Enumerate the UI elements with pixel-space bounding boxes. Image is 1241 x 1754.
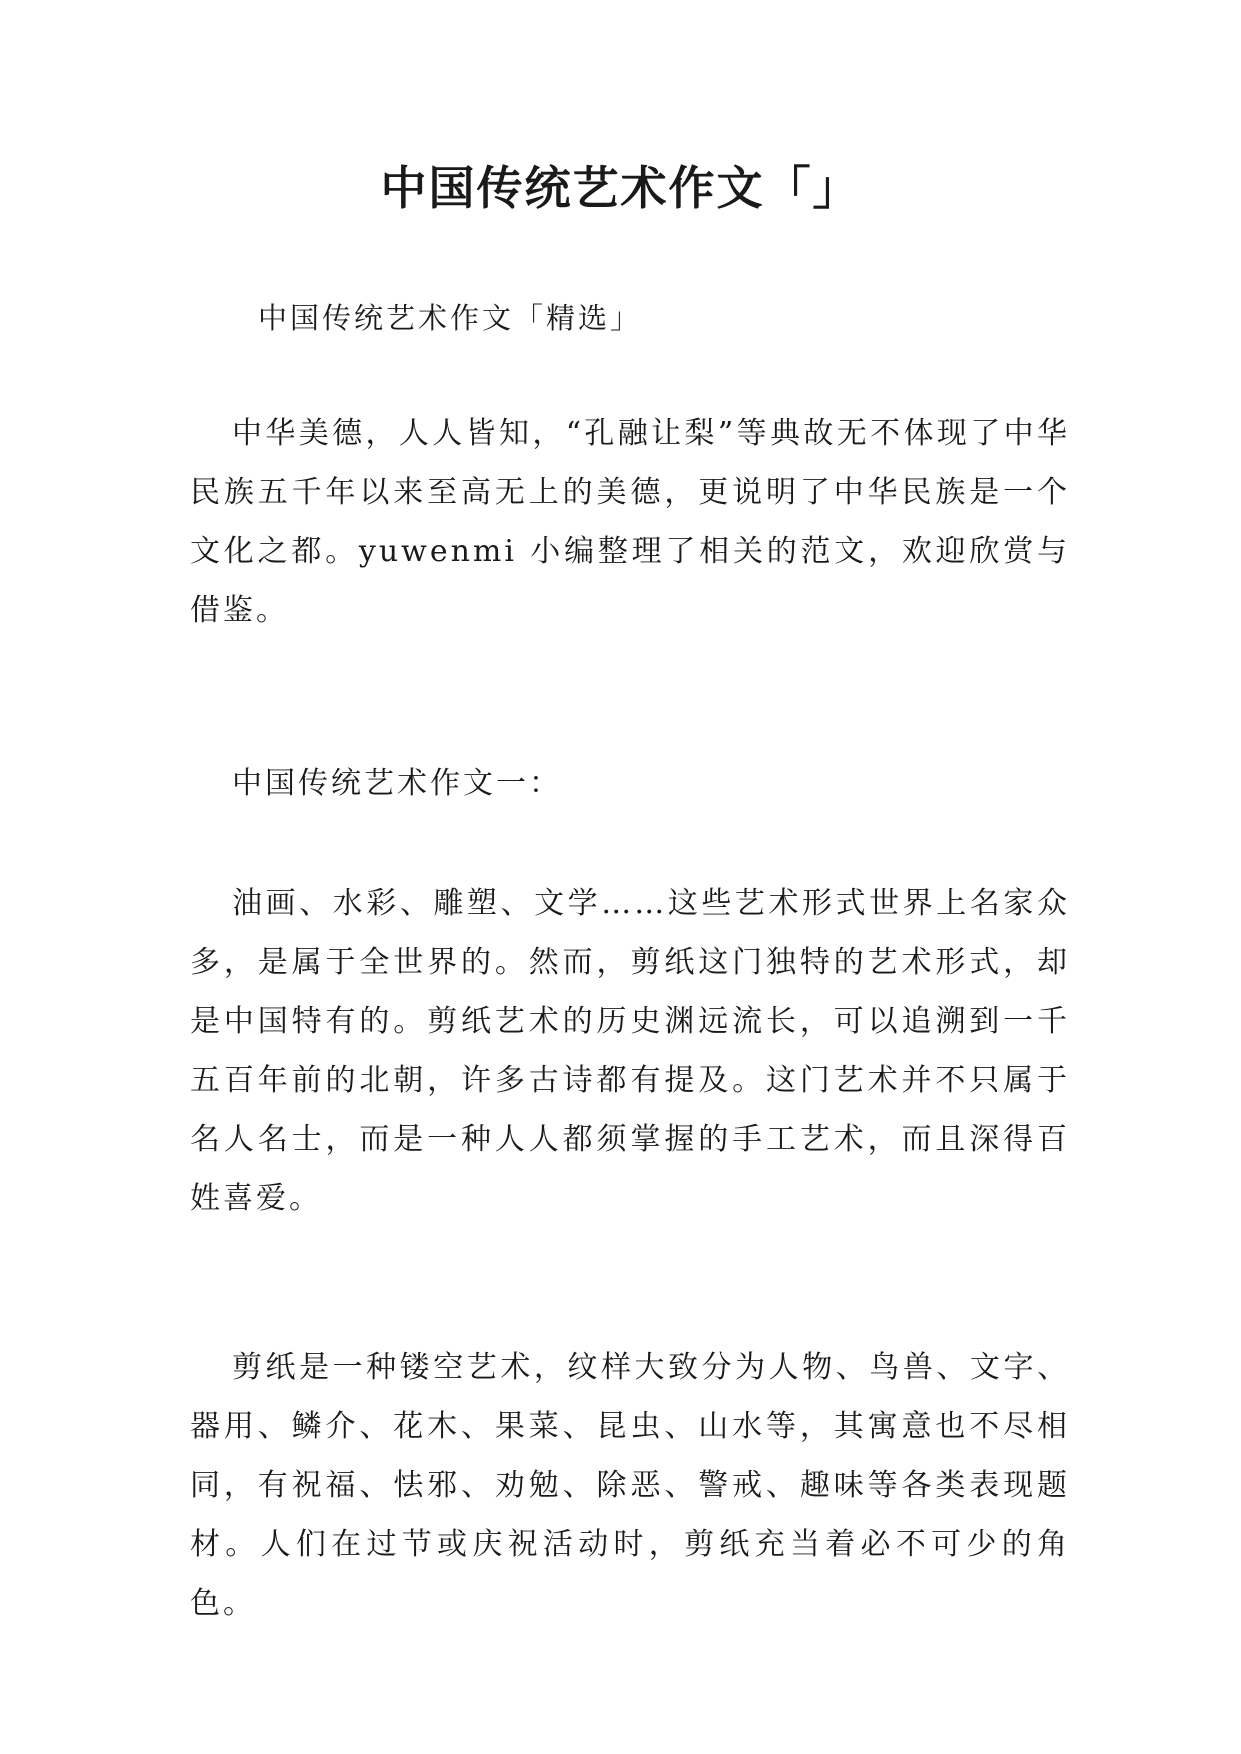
- document-title: 中国传统艺术作文「」: [380, 161, 861, 215]
- paragraph-essay-one-2: 剪纸是一种镂空艺术，纹样大致分为人物、鸟兽、文字、器用、鳞介、花木、果菜、昆虫、山水等，其寓意也不尽相同，有祝福、怯邪、劝勉、除恶、警戒、趣味等各类表现题材。人们在过节或庆祝活动时，剪纸充当着必不可少的角色。: [190, 1350, 1070, 1621]
- paragraph-intro: 中华美德，人人皆知，“孔融让梨”等典故无不体现了中华民族五千年以来至高无上的美德，更说明了中华民族是一个文化之都。yuwenmi 小编整理了相关的范文，欢迎欣赏与借鉴。: [190, 416, 1070, 628]
- paragraph-essay-one-1: 油画、水彩、雕塑、文学……这些艺术形式世界上名家众多，是属于全世界的。然而，剪纸这门独特的艺术形式，却是中国特有的。剪纸艺术的历史渊远流长，可以追溯到一千五百年前的北朝，许多古诗都有提及。这门艺术并不只属于名人名士，而是一种人人都须掌握的手工艺术，而且深得百姓喜爱。: [190, 886, 1070, 1216]
- document-subtitle: 中国传统艺术作文「精选」: [258, 301, 643, 335]
- section-heading-essay-one: 中国传统艺术作文一：: [232, 766, 562, 801]
